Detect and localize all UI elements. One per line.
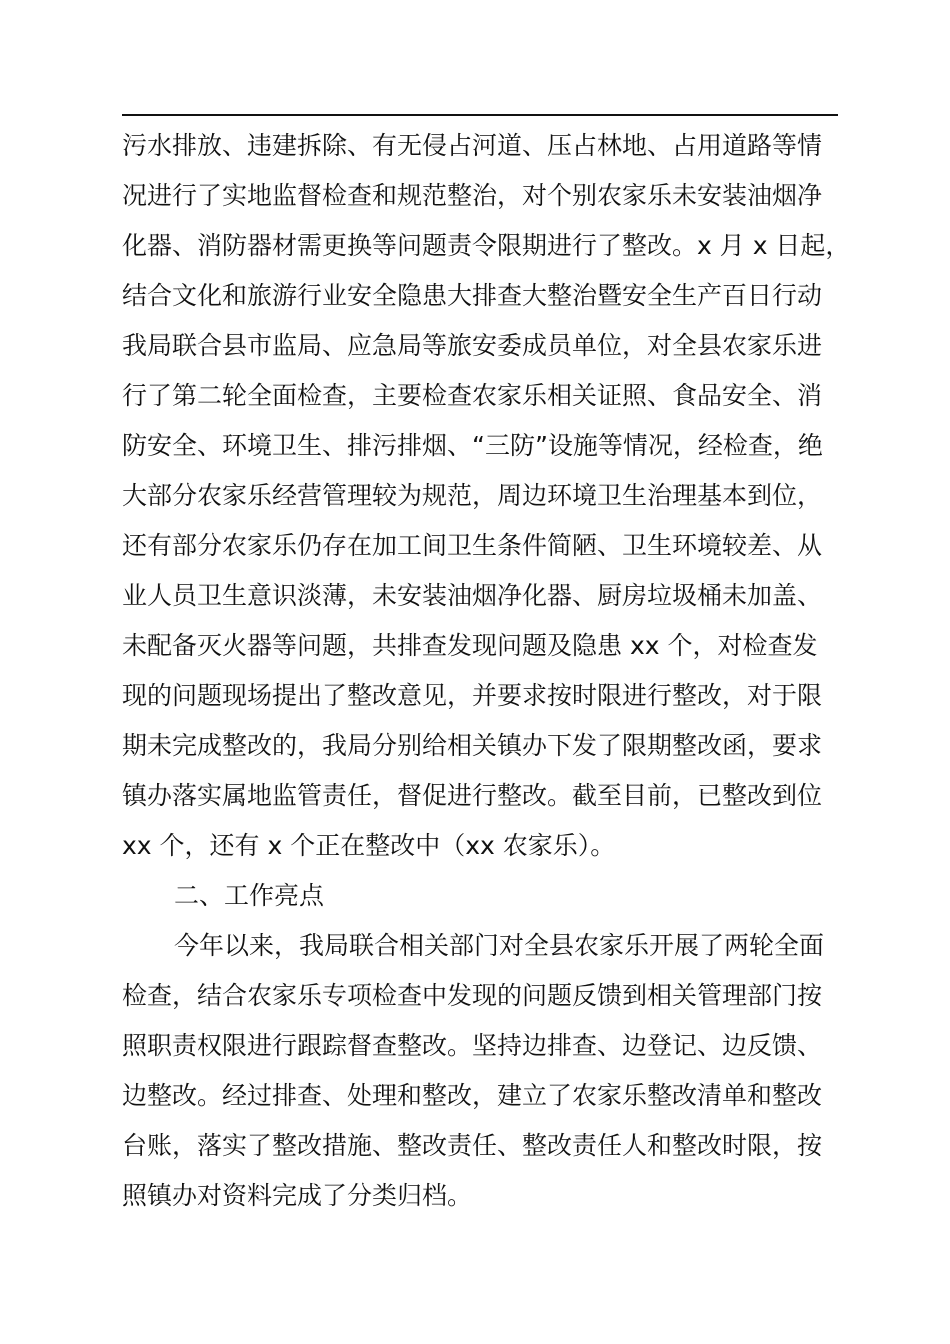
paragraph-line: 化器、消防器材需更换等问题责令限期进行了整改。x 月 x 日起， xyxy=(122,231,851,260)
paragraph-line: 污水排放、违建拆除、有无侵占河道、压占林地、占用道路等情 xyxy=(122,131,823,160)
paragraph-line: 业人员卫生意识淡薄，未安装油烟净化器、厨房垃圾桶未加盖、 xyxy=(122,581,823,610)
paragraph-line: 大部分农家乐经营管理较为规范，周边环境卫生治理基本到位， xyxy=(122,481,823,510)
section-heading: 二、工作亮点 xyxy=(174,881,325,910)
paragraph-line: 边整改。经过排查、处理和整改，建立了农家乐整改清单和整改 xyxy=(122,1081,823,1110)
paragraph-line: 台账，落实了整改措施、整改责任、整改责任人和整改时限，按 xyxy=(122,1131,823,1160)
body-text xyxy=(122,121,851,1221)
paragraph-line: 今年以来，我局联合相关部门对全县农家乐开展了两轮全面 xyxy=(174,931,825,960)
header-rule xyxy=(122,114,838,116)
paragraph-line: 镇办落实属地监管责任，督促进行整改。截至目前，已整改到位 xyxy=(122,781,823,810)
paragraph-line: 照职责权限进行跟踪督查整改。坚持边排查、边登记、边反馈、 xyxy=(122,1031,823,1060)
paragraph-line: 还有部分农家乐仍存在加工间卫生条件简陋、卫生环境较差、从 xyxy=(122,531,823,560)
paragraph-line: 防安全、环境卫生、排污排烟、“三防”设施等情况，经检查，绝 xyxy=(122,431,823,460)
paragraph-line: 我局联合县市监局、应急局等旅安委成员单位，对全县农家乐进 xyxy=(122,331,823,360)
paragraph-line: 况进行了实地监督检查和规范整治，对个别农家乐未安装油烟净 xyxy=(122,181,823,210)
paragraph-line: 期未完成整改的，我局分别给相关镇办下发了限期整改函，要求 xyxy=(122,731,823,760)
paragraph-line: 结合文化和旅游行业安全隐患大排查大整治暨安全生产百日行动 xyxy=(122,281,823,310)
paragraph-line: 行了第二轮全面检查，主要检查农家乐相关证照、食品安全、消 xyxy=(122,381,823,410)
paragraph-line: xx 个，还有 x 个正在整改中（xx 农家乐）。 xyxy=(122,831,616,860)
paragraph-line: 照镇办对资料完成了分类归档。 xyxy=(122,1181,473,1210)
paragraph-line: 检查，结合农家乐专项检查中发现的问题反馈到相关管理部门按 xyxy=(122,981,823,1010)
paragraph-line: 未配备灭火器等问题，共排查发现问题及隐患 xx 个，对检查发 xyxy=(122,631,818,660)
paragraph-line: 现的问题现场提出了整改意见，并要求按时限进行整改，对于限 xyxy=(122,681,823,710)
